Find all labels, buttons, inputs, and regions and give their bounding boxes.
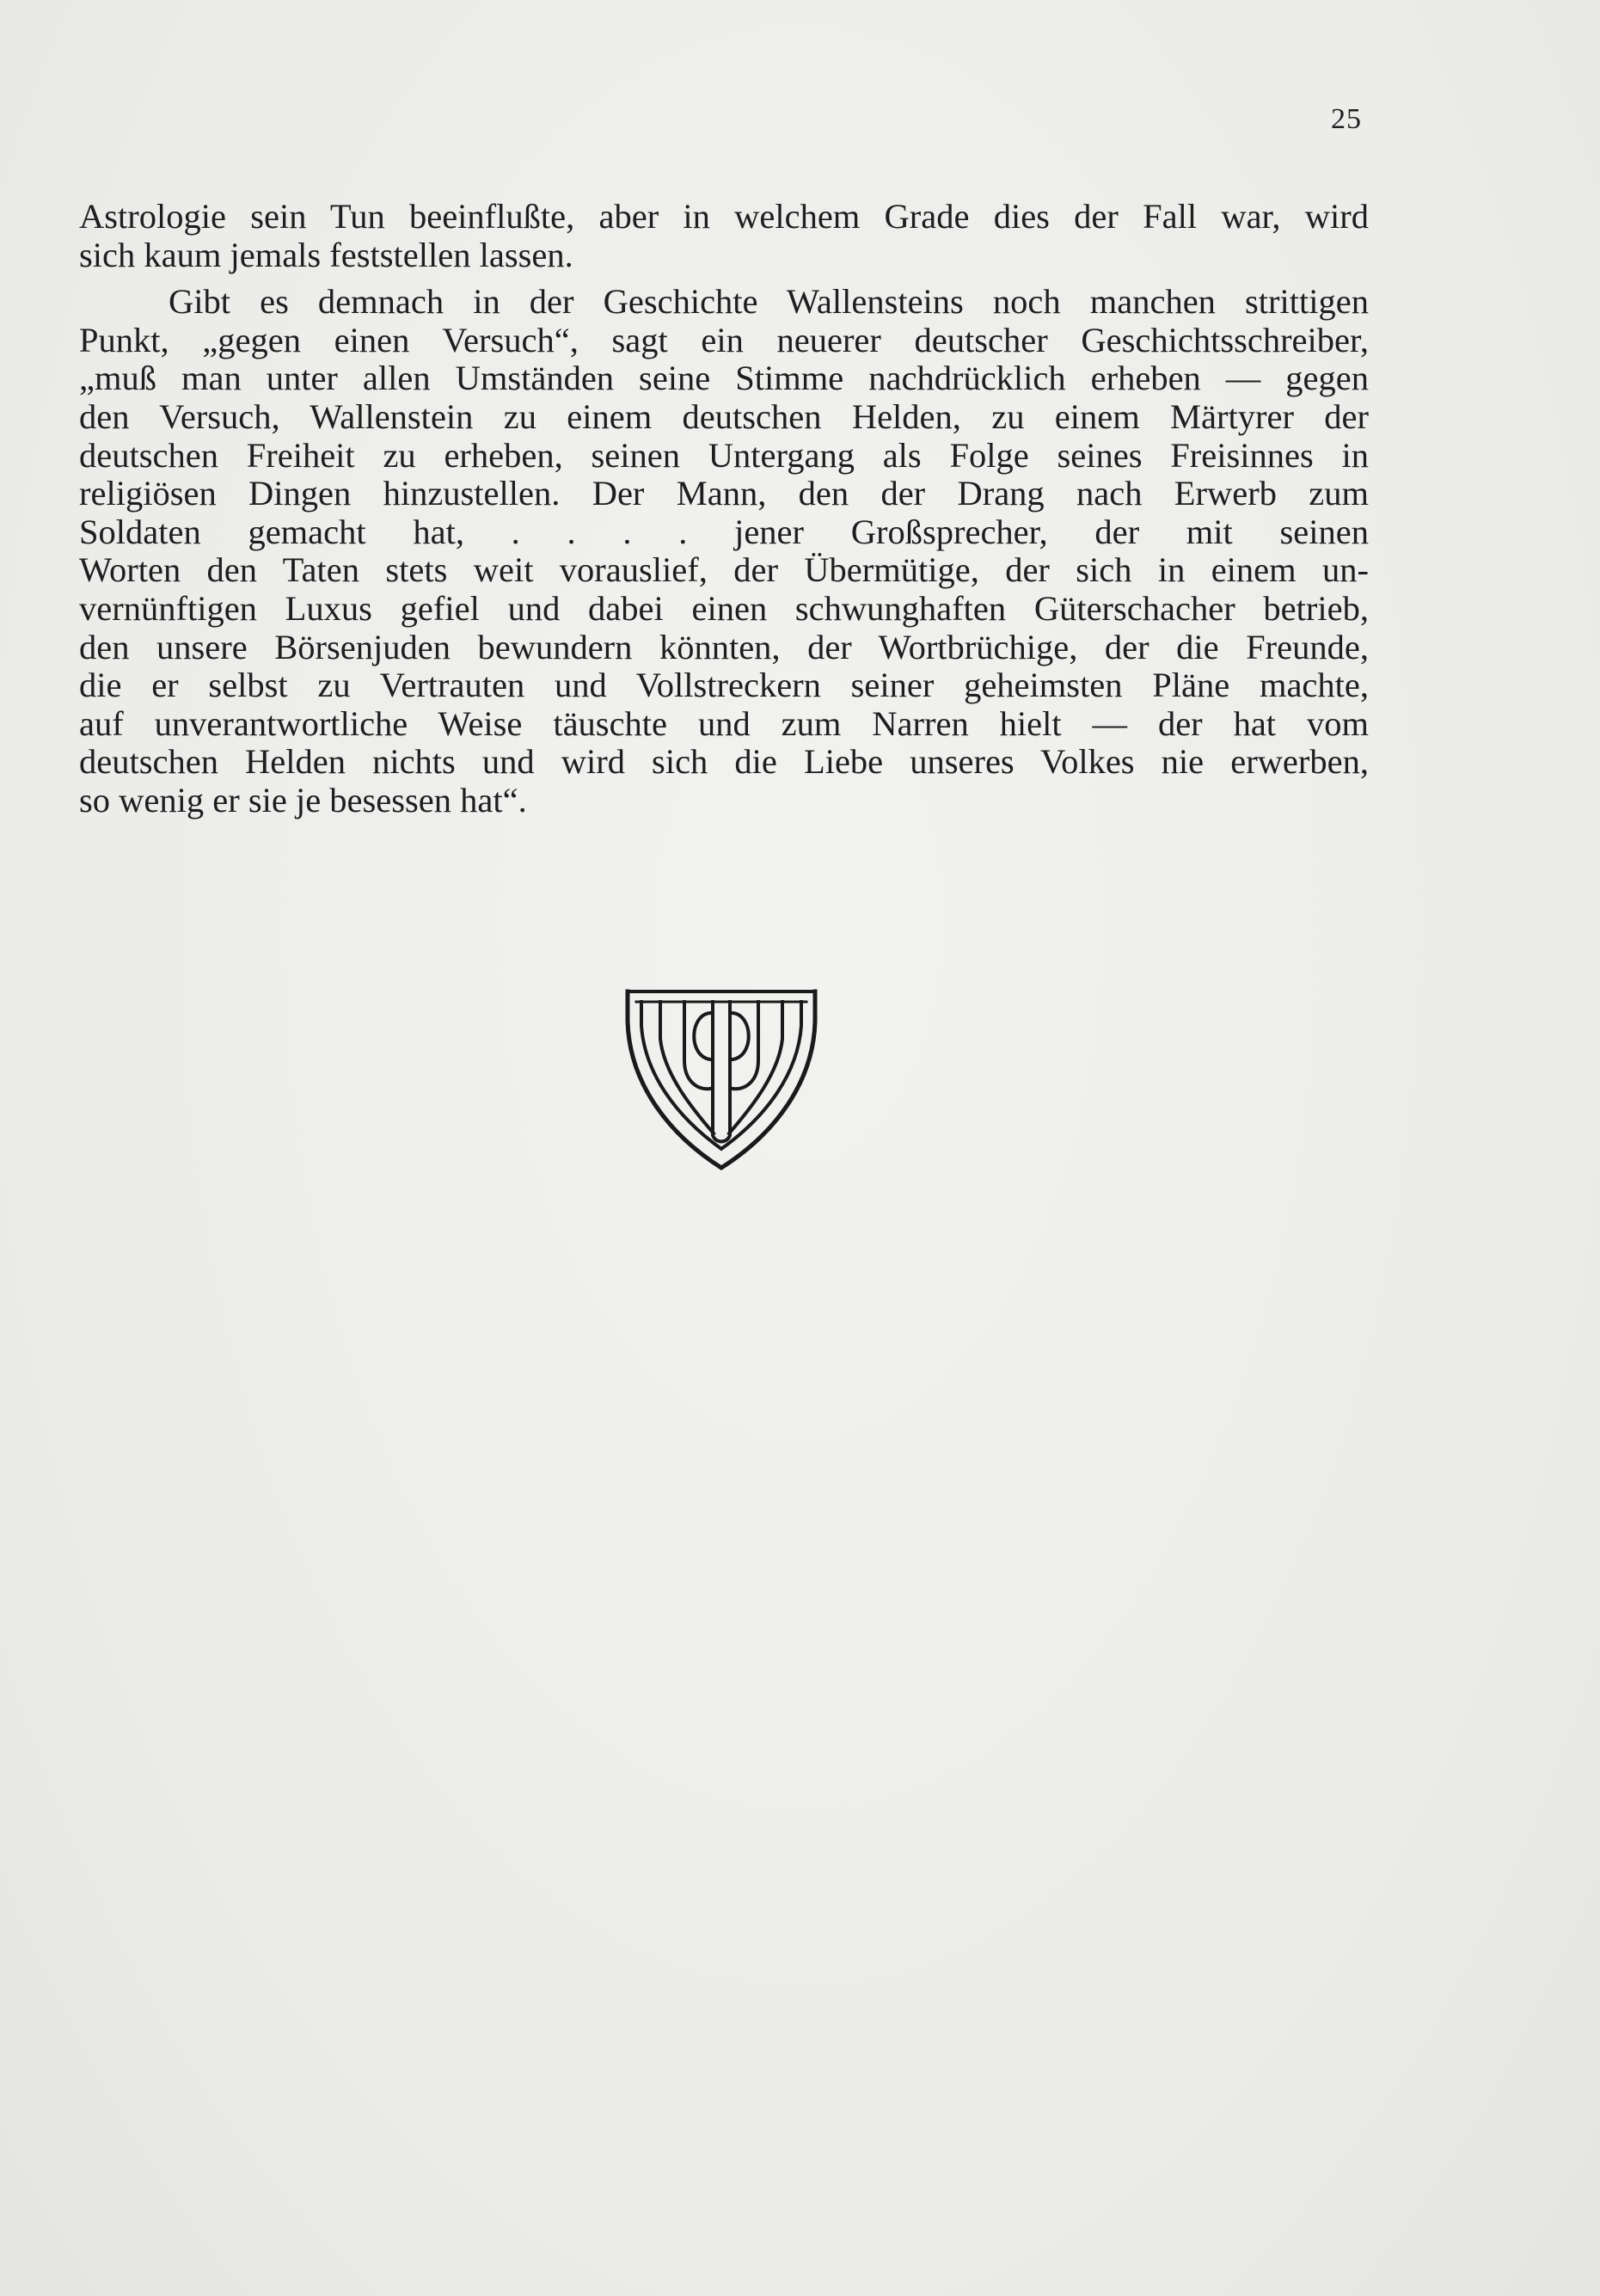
paragraph-2-line-5: deutschen Freiheit zu erheben, seinen Untergang als Folge seines Freisinnes in: [79, 435, 1369, 475]
paragraph-2-line-11: die er selbst zu Vertrauten und Vollstreckern seiner geheimsten Pläne machte,: [79, 666, 1369, 705]
paragraph-2-line-3: „muß man unter allen Umständen seine Stimme nachdrücklich erheben — gegen: [79, 359, 1369, 398]
paragraph-2-line-2: Punkt, „gegen einen Versuch“, sagt ein neuerer deutscher Geschichtsschreiber,: [79, 320, 1369, 359]
paragraph-2-line-7: Soldaten gemacht hat, . . . . jener Großsprecher, der mit seinen: [79, 512, 1369, 551]
paragraph-1-line-2: sich kaum jemals feststellen lassen.: [79, 235, 573, 274]
paragraph-2-line-12: auf unverantwortliche Weise täuschte und zum Narren hielt — der hat vom: [79, 703, 1369, 743]
paragraph-2-line-6: religiösen Dingen hinzustellen. Der Mann, den der Drang nach Erwerb zum: [79, 474, 1369, 513]
paragraph-1-line-1: Astrologie sein Tun beeinflußte, aber in welchem Grade dies der Fall war, wird: [79, 197, 1369, 236]
paragraph-2-line-10: den unsere Börsenjuden bewundern könnten, der Wortbrüchige, der die Freunde,: [79, 627, 1369, 666]
paragraph-2-line-14: so wenig er sie je besessen hat“.: [79, 780, 527, 820]
body-text: [79, 198, 1369, 820]
paragraph-2-line-8: Worten den Taten stets weit vorauslief, der Übermütige, der sich in einem un-: [79, 550, 1369, 590]
page-number: 25: [1331, 103, 1362, 135]
paragraph-2-line-9: vernünftigen Luxus gefiel und dabei einen schwunghaften Güterschacher betrieb,: [79, 588, 1369, 628]
shield-monogram-icon: [624, 987, 818, 1172]
paragraph-2-line-4: den Versuch, Wallenstein zu einem deutschen Helden, zu einem Märtyrer der: [79, 396, 1369, 436]
paragraph-2-line-13: deutschen Helden nichts und wird sich die Liebe unseres Volkes nie erwerben,: [79, 742, 1369, 782]
paragraph-2-line-1: Gibt es demnach in der Geschichte Wallensteins noch manchen strittigen: [169, 282, 1369, 322]
